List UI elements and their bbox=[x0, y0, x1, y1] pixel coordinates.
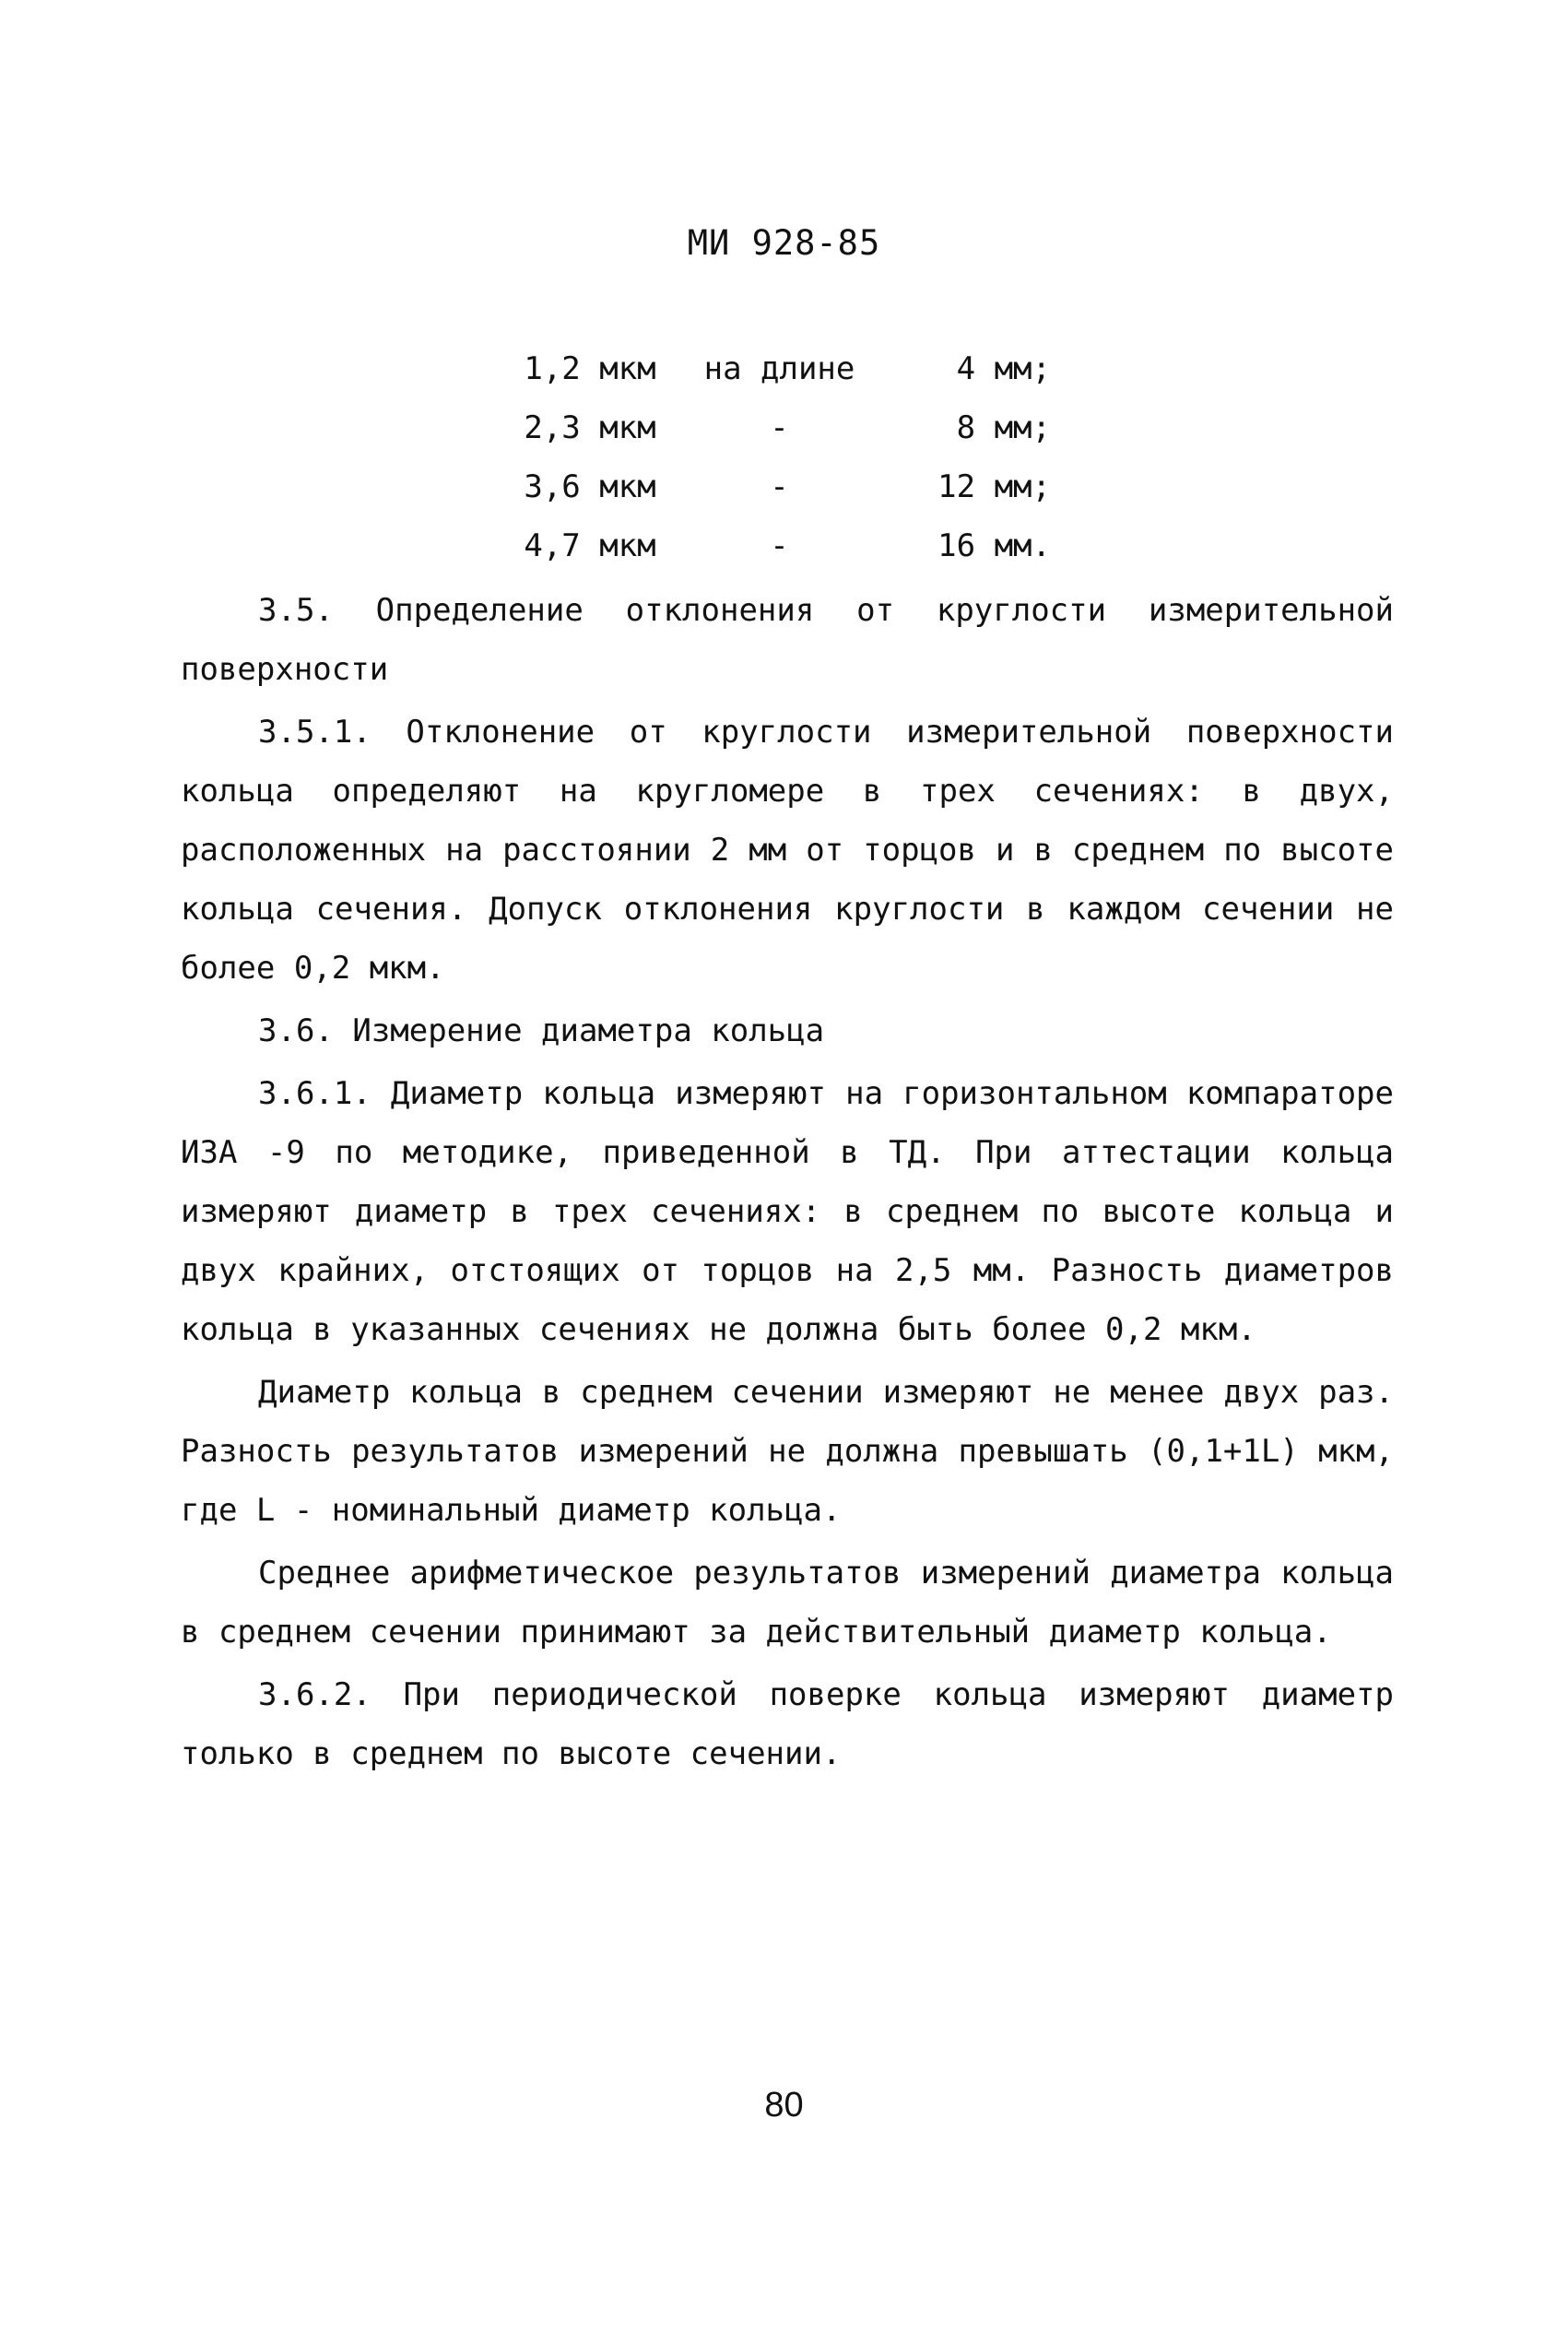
section-heading-3-6: 3.6. Измерение диаметра кольца bbox=[258, 1012, 825, 1049]
tolerance-length: 4 мм; bbox=[956, 350, 1051, 387]
tolerance-value: 2,3 мкм bbox=[524, 409, 656, 446]
table-row bbox=[479, 457, 1051, 516]
paragraph-3-5-1: 3.5.1. Отклонение от круглости измерительной поверхности кольца определяют на кругломере в трех сечениях: в двух, расположенных на расстоянии 2 мм от торцов и в среднем по высоте кольца сечения. Допуск отклонения круглости в каждом сечении не более 0,2 мкм. bbox=[181, 714, 1394, 987]
tolerance-length-label: - bbox=[770, 409, 789, 446]
section-heading-3-5: 3.5. Определение отклонения от круглости измерительной поверхности bbox=[181, 592, 1394, 688]
tolerance-length-label: на длине bbox=[703, 350, 855, 387]
paragraph-arithmetic-mean: Среднее арифметическое результатов измерений диаметра кольца в среднем сечении принимают за действительный диаметр кольца. bbox=[181, 1555, 1394, 1651]
paragraph-diameter-measurement: Диаметр кольца в среднем сечении измеряют не менее двух раз. Разность результатов измерений не должна превышать (0,1+1L) мкм, где L - номинальный диаметр кольца. bbox=[181, 1374, 1394, 1529]
tolerance-value: 4,7 мкм bbox=[524, 527, 656, 564]
tolerance-value: 1,2 мкм bbox=[524, 350, 656, 387]
tolerance-length-label: - bbox=[770, 527, 789, 564]
tolerance-length: 16 мм. bbox=[937, 527, 1051, 564]
document-body bbox=[181, 581, 1394, 1787]
tolerance-value: 3,6 мкм bbox=[524, 468, 656, 505]
tolerance-length-label: - bbox=[770, 468, 789, 505]
document-header: МИ 928-85 bbox=[687, 223, 881, 263]
page-number: 80 bbox=[764, 2086, 804, 2124]
table-row bbox=[479, 516, 1051, 575]
tolerance-table bbox=[479, 339, 1051, 575]
paragraph-3-6-1: 3.6.1. Диаметр кольца измеряют на горизонтальном компараторе ИЗА -9 по методике, приведенной в ТД. При аттестации кольца измеряют диаметр в трех сечениях: в среднем по высоте кольца и двух крайних, отстоящих от торцов на 2,5 мм. Разность диаметров кольца в указанных сечениях не должна быть более 0,2 мкм. bbox=[181, 1075, 1394, 1348]
table-row bbox=[479, 398, 1051, 457]
table-row bbox=[479, 339, 1051, 398]
paragraph-3-6-2: 3.6.2. При периодической поверке кольца измеряют диаметр только в среднем по высоте сечении. bbox=[181, 1676, 1394, 1772]
tolerance-length: 12 мм; bbox=[937, 468, 1051, 505]
tolerance-length: 8 мм; bbox=[956, 409, 1051, 446]
